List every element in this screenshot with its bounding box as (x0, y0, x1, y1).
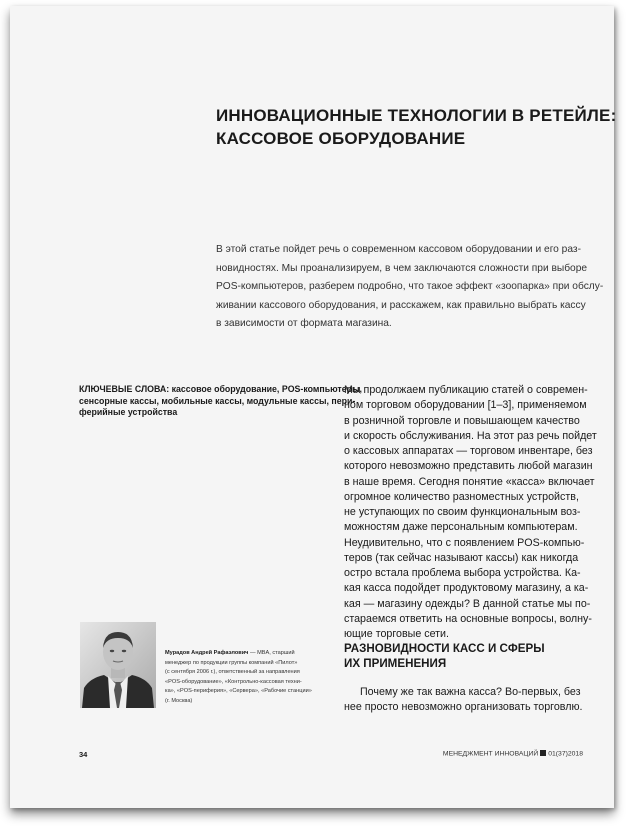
abstract-line: В этой статье пойдет речь о современном кассовом оборудовании и его раз- (216, 244, 581, 255)
body-line: кая касса подойдет продуктовому магазину, а ка- (344, 582, 589, 595)
keywords-line: ферийные устройства (79, 407, 178, 417)
article-title (216, 104, 617, 150)
author-name: Мурадов Андрей Рафаэлович (165, 650, 249, 656)
title-line: ИННОВАЦИОННЫЕ ТЕХНОЛОГИИ В РЕТЕЙЛЕ: (216, 106, 617, 125)
author-bio-line: «POS-оборудование», «Контрольно-кассовая техни- (165, 678, 302, 685)
body-line: Мы продолжаем публикацию статей о современ- (344, 384, 588, 396)
body-line: не уступающих по своим функциональным воз- (344, 506, 581, 518)
body-line: Неудивительно, что с появлением POS-компью- (344, 536, 585, 549)
body-line: можностям даже персональным компьютерам. (344, 521, 578, 534)
body-line: которого невозможно представить любой магазин (344, 460, 593, 473)
section-body (344, 685, 606, 716)
author-photo (80, 622, 156, 708)
author-bio-line: менеджер по продукции группы компаний «Пилот» (165, 659, 298, 666)
article-body (344, 383, 606, 642)
body-line: в наше время. Сегодня понятие «касса» включает (344, 475, 595, 488)
author-bio-first: — MBA, старший (248, 650, 295, 656)
journal-name: МЕНЕДЖМЕНТ ИННОВАЦИЙ (442, 750, 539, 758)
body-line: теров (так сейчас называют кассы) как никогда (344, 551, 579, 564)
author-portrait-image (80, 622, 156, 708)
section-body-line: Почему же так важна касса? Во-первых, без (360, 686, 581, 698)
body-line: ющие торговые сети. (344, 628, 450, 640)
journal-issue: 01(37)2018 (548, 750, 583, 758)
journal-page (10, 6, 617, 808)
body-line: кая — магазину одежды? В данной статье мы по- (344, 597, 591, 610)
body-line: стараемся ответить на основные вопросы, волну- (344, 612, 592, 625)
abstract-line: POS-компьютеров, разберем подробно, что такое эффект «зоопарка» при обслу- (216, 281, 604, 293)
body-line: огромное количество разноместных устройств, (344, 490, 579, 503)
page-number: 34 (79, 750, 88, 759)
keywords-block (79, 384, 362, 419)
author-info (165, 649, 335, 707)
author-bio-line: (г. Москва) (165, 697, 193, 704)
title-line: КАССОВОЕ ОБОРУДОВАНИЕ (216, 129, 466, 148)
body-line: в розничной торговле и повышающем качество (344, 414, 580, 427)
section-heading-line: РАЗНОВИДНОСТИ КАСС И СФЕРЫ (344, 642, 545, 655)
section-heading-line: ИХ ПРИМЕНЕНИЯ (344, 656, 447, 670)
abstract-line: новидностях. Мы проанализируем, в чем заключаются сложности при выборе (216, 262, 588, 274)
body-line: остро встала проблема выбора устройства. Ка- (344, 567, 581, 579)
square-bullet-icon (540, 750, 546, 756)
keywords-line: КЛЮЧЕВЫЕ СЛОВА: кассовое оборудование, POS-компьютеры, (79, 384, 362, 394)
section-heading (344, 642, 604, 671)
keywords-line: сенсорные кассы, мобильные кассы, модульные кассы, пери- (79, 395, 356, 406)
body-line: и скорость обслуживания. На этот раз речь пойдет (344, 429, 597, 442)
author-bio-line: ка», «POS-периферия», «Сервера», «Рабочие станции» (165, 688, 312, 695)
article-abstract (216, 241, 604, 334)
author-first-line (165, 649, 335, 659)
author-bio-line: (с сентября 2006 г.), ответственный за направления (165, 669, 300, 676)
body-line: о кассовых аппаратах — торговом инвентаре, без (344, 445, 593, 457)
journal-footer (443, 750, 583, 758)
abstract-line: живании кассового оборудования, и расскажем, как правильно выбрать кассу (216, 299, 586, 311)
body-line: ном торговом оборудовании [1–3], применяемом (344, 399, 587, 412)
section-body-line: нее просто невозможно организовать торговлю. (344, 701, 583, 714)
abstract-line: в зависимости от формата магазина. (216, 318, 392, 330)
